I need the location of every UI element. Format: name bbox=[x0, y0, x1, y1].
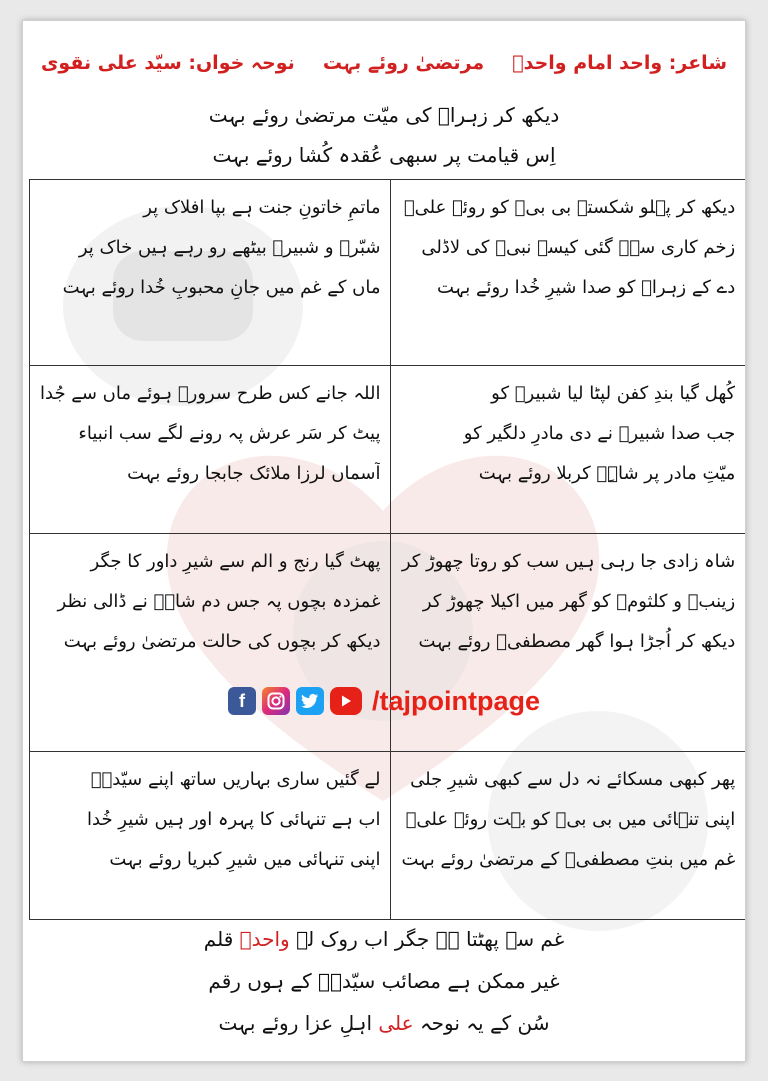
reciter-name: علی bbox=[378, 1011, 414, 1035]
verse-line: شاہ زادی جا رہی ہیں سب کو روتا چھوڑ کر bbox=[401, 551, 736, 572]
verse-line: اپنی تنہائی میں شیرِ کبریا روئے بہت bbox=[109, 849, 381, 870]
verse-line: ماں کے غم میں جانِ محبوبِ خُدا روئے بہت bbox=[62, 277, 381, 298]
closing-line-1 bbox=[23, 927, 745, 951]
verse-line: پھٹ گیا رنج و الم سے شیرِ داور کا جگر bbox=[90, 551, 381, 572]
verse-line: پیٹ کر سَر عرش پہ رونے لگے سب انبیاء bbox=[78, 423, 381, 444]
reciter-credit: نوحہ خواں: سیّد علی نقوی bbox=[41, 52, 295, 74]
closing-line-1-post: قلم bbox=[203, 927, 240, 951]
verse-line: میّتِ مادر پر شاہِؑ کربلا روئے بہت bbox=[478, 463, 736, 484]
closing-line-3-pre: سُن کے یہ نوحہ bbox=[413, 1011, 550, 1035]
verse-line: اللہ جانے کس طرح سرورؑ ہوئے ماں سے جُدا bbox=[40, 383, 381, 404]
verse-line: دے کے زہراؑ کو صدا شیرِ خُدا روئے بہت bbox=[437, 277, 736, 298]
instagram-icon[interactable] bbox=[262, 687, 290, 715]
nauha-title: مرتضیٰ روئے بہت bbox=[322, 52, 485, 74]
pen-name: واحدؔ bbox=[239, 927, 290, 951]
intro-line-2: اِس قیامت پر سبھی عُقدہ کُشا روئے بہت bbox=[212, 143, 556, 167]
verse-line: اب ہے تنہائی کا پہرہ اور ہیں شیرِ خُدا bbox=[87, 809, 381, 830]
verse-line: شبّرؑ و شبیرؑ بیٹھے رو رہے ہیں خاک پر bbox=[78, 237, 381, 258]
stanza-grid bbox=[29, 179, 746, 920]
closing-line-2: غیر ممکن ہے مصائب سیّدہؑ کے ہوں رقم bbox=[208, 969, 560, 993]
verse-line: اپنی تنہائی میں بی بیؑ کو بہت روئے علیؑ bbox=[405, 809, 736, 830]
social-handle[interactable]: /tajpointpage bbox=[372, 685, 540, 716]
verse-line: غمزدہ بچوں پہ جس دم شاہؑ نے ڈالی نظر bbox=[57, 591, 381, 612]
verse-line: ماتمِ خاتونِ جنت ہے بپا افلاک پر bbox=[143, 197, 381, 218]
social-banner bbox=[23, 683, 745, 723]
twitter-icon[interactable] bbox=[296, 687, 324, 715]
verse-line: آسماں لرزا ملائک جابجا روئے بہت bbox=[127, 463, 381, 484]
stanza-1-left bbox=[30, 180, 391, 366]
verse-line: لے گئیں ساری بہاریں ساتھ اپنے سیّدہؑ bbox=[90, 769, 381, 790]
verse-line: پھر کبھی مسکائے نہ دل سے کبھی شیرِ جلی bbox=[410, 769, 736, 790]
verse-line: غم میں بنتِ مصطفیؐ کے مرتضیٰ روئے بہت bbox=[401, 849, 736, 870]
verse-line: جب صدا شبیرؑ نے دی مادرِ دلگیر کو bbox=[463, 423, 736, 444]
lyrics-page bbox=[22, 20, 746, 1062]
closing-line-3 bbox=[23, 1011, 745, 1035]
intro-line-1: دیکھ کر زہراؑ کی میّت مرتضیٰ روئے بہت bbox=[208, 103, 560, 127]
header bbox=[23, 43, 745, 83]
verse-line: دیکھ کر اُجڑا ہوا گھر مصطفیؐ روئے بہت bbox=[418, 631, 736, 652]
closing-line-3-post: اہلِ عزا روئے بہت bbox=[218, 1011, 379, 1035]
facebook-icon[interactable]: f bbox=[228, 687, 256, 715]
poet-credit: شاعر: واحد امام واحدؔ bbox=[512, 52, 727, 74]
closing-line-1-pre: غم سے پھٹتا ہے جگر اب روک لے bbox=[289, 927, 565, 951]
verse-line: دیکھ کر پہلو شکستہ بی بیؑ کو روئے علیؑ bbox=[403, 197, 736, 218]
stanza-4-left bbox=[30, 752, 391, 920]
stanza-1-right bbox=[391, 180, 746, 366]
verse-line: کُھل گیا بندِ کفن لپٹا لیا شبیرؑ کو bbox=[491, 383, 736, 404]
stanza-2-right bbox=[391, 366, 746, 534]
stanza-2-left bbox=[30, 366, 391, 534]
verse-line: زینبؑ و کلثومؑ کو گھر میں اکیلا چھوڑ کر bbox=[422, 591, 736, 612]
youtube-icon[interactable] bbox=[330, 687, 362, 715]
verse-line: دیکھ کر بچوں کی حالت مرتضیٰ روئے بہت bbox=[63, 631, 381, 652]
verse-line: زخم کاری سہہ گئی کیسے نبیؐ کی لاڈلی bbox=[421, 237, 736, 258]
stanza-4-right bbox=[391, 752, 746, 920]
